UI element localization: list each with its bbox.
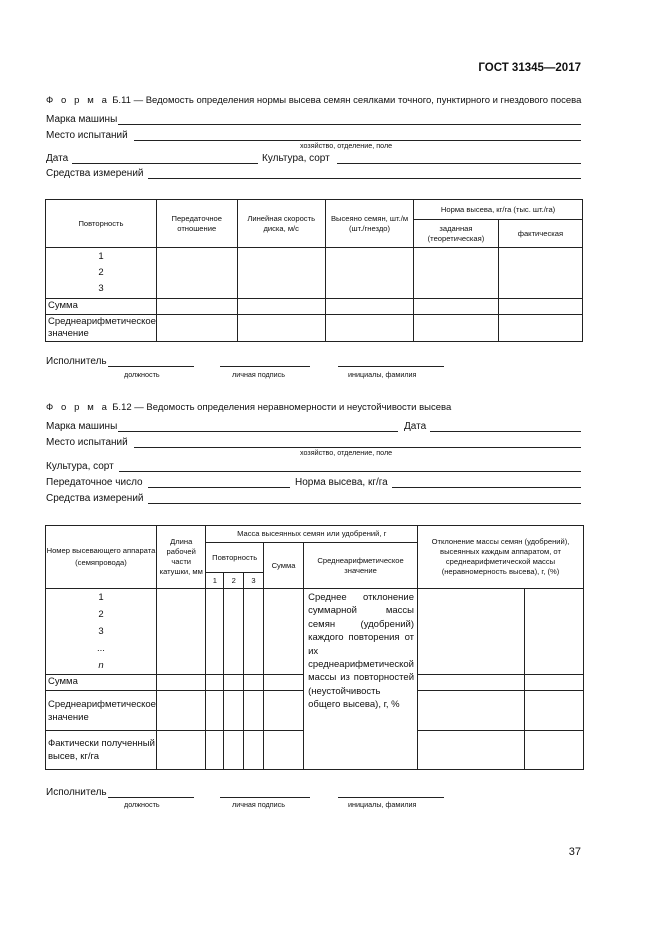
instability-note: Среднее отклонение суммарной массы семян (удобрений) каждого повторения от их среднеарифметической массы из повторностей (неустойчивость общего высева), г, % [304,589,418,770]
cell[interactable] [206,691,224,731]
cell[interactable] [156,675,205,691]
cell[interactable] [325,248,413,299]
cell[interactable] [206,731,224,770]
cell[interactable] [263,731,303,770]
col-repeats: Повторность [206,543,263,573]
standard-number: ГОСТ 31345—2017 [478,62,581,74]
cell[interactable] [156,589,205,675]
cell[interactable] [418,731,525,770]
rep-1: 1 [206,573,224,589]
cell[interactable] [525,589,584,675]
means-field[interactable] [148,178,581,179]
cell[interactable] [263,675,303,691]
machine-label: Марка машины [46,114,118,125]
means-row [46,167,144,179]
position-caption: должность [124,800,160,809]
crop-label: Культура, сорт [262,153,330,164]
means-row [46,492,144,504]
sum-label: Сумма [46,299,157,315]
place-caption: хозяйство, отделение, поле [300,141,393,150]
name-caption: инициалы, фамилия [348,370,417,379]
signature-caption: личная подпись [232,370,285,379]
crop-field[interactable] [119,471,581,472]
form-b11-title [46,95,581,106]
col-norm: Норма высева, кг/га (тыс. шт./га) [414,200,583,220]
cell[interactable] [156,315,237,342]
cell[interactable] [237,315,325,342]
name-field[interactable] [338,797,444,798]
ratio-row [46,476,143,488]
signature-field[interactable] [220,797,310,798]
cell[interactable] [414,315,499,342]
cell[interactable] [325,315,413,342]
machine-row [46,420,117,432]
crop-row [46,460,114,472]
cell[interactable] [224,675,244,691]
cell[interactable] [418,691,525,731]
unit-1: 1 [98,592,104,603]
place-caption: хозяйство, отделение, поле [300,448,393,457]
date-label: Дата [46,153,69,164]
form-b11-table [45,199,583,342]
date-field[interactable] [430,431,581,432]
executor-label: Исполнитель [46,787,107,798]
col-length: Длина рабочей части катушки, мм [156,526,205,589]
cell[interactable] [498,315,582,342]
cell[interactable] [224,731,244,770]
form-b11-title-text: Б.11 — Ведомость определения нормы высева семян сеялками точного, пунктирного и гнездового посева [109,95,582,106]
col-speed: Линейная скорость диска, м/с [237,200,325,248]
crop-label: Культура, сорт [46,461,114,472]
place-row [46,436,128,448]
date-row [46,152,68,164]
repeat-numbers [46,248,157,299]
cell[interactable] [156,248,237,299]
unit-dots: ... [97,643,105,654]
name-caption: инициалы, фамилия [348,800,417,809]
cell[interactable] [237,248,325,299]
col-mean: Среднеарифметическое значение [304,543,418,589]
form-word: Ф о р м а [46,402,110,413]
ratio-field[interactable] [148,487,290,488]
cell[interactable] [244,691,264,731]
norm-field[interactable] [392,487,581,488]
unit-numbers [46,589,157,675]
executor-label: Исполнитель [46,356,107,367]
date-label: Дата [404,421,427,432]
cell[interactable] [237,299,325,315]
cell[interactable] [418,675,525,691]
col-sum: Сумма [263,543,303,589]
cell[interactable] [156,299,237,315]
cell[interactable] [263,691,303,731]
rep-2: 2 [224,573,244,589]
form-b12-title [46,402,451,413]
col-repeat: Повторность [46,200,157,248]
unit-n: n [98,660,104,671]
cell[interactable] [244,675,264,691]
machine-label: Марка машины [46,421,118,432]
form-b12-title-text: Б.12 — Ведомость определения неравномерности и неустойчивости высева [109,402,452,413]
mean-label: Среднеарифметическое значение [46,691,157,731]
place-row [46,129,128,141]
means-label: Средства измерений [46,168,144,179]
cell[interactable] [498,299,582,315]
form-b12-table [45,525,584,770]
cell[interactable] [224,691,244,731]
col-dev: Отклонение массы семян (удобрений), высеянных каждым аппаратом, от среднеарифметической массы (неравномерность высева), г, (%) [418,526,584,589]
unit-3: 3 [98,626,104,637]
cell[interactable] [224,589,244,675]
cell[interactable] [525,731,584,770]
cell[interactable] [414,248,499,299]
page-number: 37 [568,846,581,858]
executor-row [46,355,107,367]
col-mass: Масса высеянных семян или удобрений, г [206,526,418,543]
cell[interactable] [498,248,582,299]
col-ratio: Передаточное отношение [156,200,237,248]
mean-label: Среднеарифметическое значение [46,315,157,342]
norm-row [295,476,388,488]
means-label: Средства измерений [46,493,144,504]
rep-3: 3 [244,573,264,589]
crop-row [262,152,330,164]
cell[interactable] [206,589,224,675]
cell[interactable] [525,691,584,731]
unit-2: 2 [98,609,104,620]
cell[interactable] [206,675,224,691]
form-word: Ф о р м а [46,95,110,106]
position-field[interactable] [108,366,194,367]
machine-field[interactable] [118,124,581,125]
cell[interactable] [325,299,413,315]
cell[interactable] [414,299,499,315]
cell[interactable] [156,691,205,731]
col-norm-fact: фактическая [498,220,582,248]
means-field[interactable] [148,503,581,504]
date-field[interactable] [72,163,258,164]
machine-row [46,113,117,125]
position-caption: должность [124,370,160,379]
repeat-2: 2 [98,267,104,278]
col-unit: Номер высевающего аппарата (семяпровода) [46,526,157,589]
place-label: Место испытаний [46,437,128,448]
signature-caption: личная подпись [232,800,285,809]
col-norm-set: заданная (теоретическая) [414,220,499,248]
date-row [404,420,426,432]
norm-label: Норма высева, кг/га [295,477,388,488]
cell[interactable] [263,589,303,675]
place-label: Место испытаний [46,130,128,141]
signature-field[interactable] [220,366,310,367]
fact-label: Фактически полученный высев, кг/га [46,731,157,770]
col-sown: Высеяно семян, шт./м (шт./гнездо) [325,200,413,248]
cell[interactable] [418,589,525,675]
cell[interactable] [244,731,264,770]
position-field[interactable] [108,797,194,798]
cell[interactable] [244,589,264,675]
crop-field[interactable] [337,163,581,164]
machine-field[interactable] [118,431,398,432]
name-field[interactable] [338,366,444,367]
repeat-3: 3 [98,283,104,294]
executor-row [46,786,107,798]
ratio-label: Передаточное число [46,477,143,488]
cell[interactable] [156,731,205,770]
sum-label: Сумма [46,675,157,691]
cell[interactable] [525,675,584,691]
repeat-1: 1 [98,251,104,262]
